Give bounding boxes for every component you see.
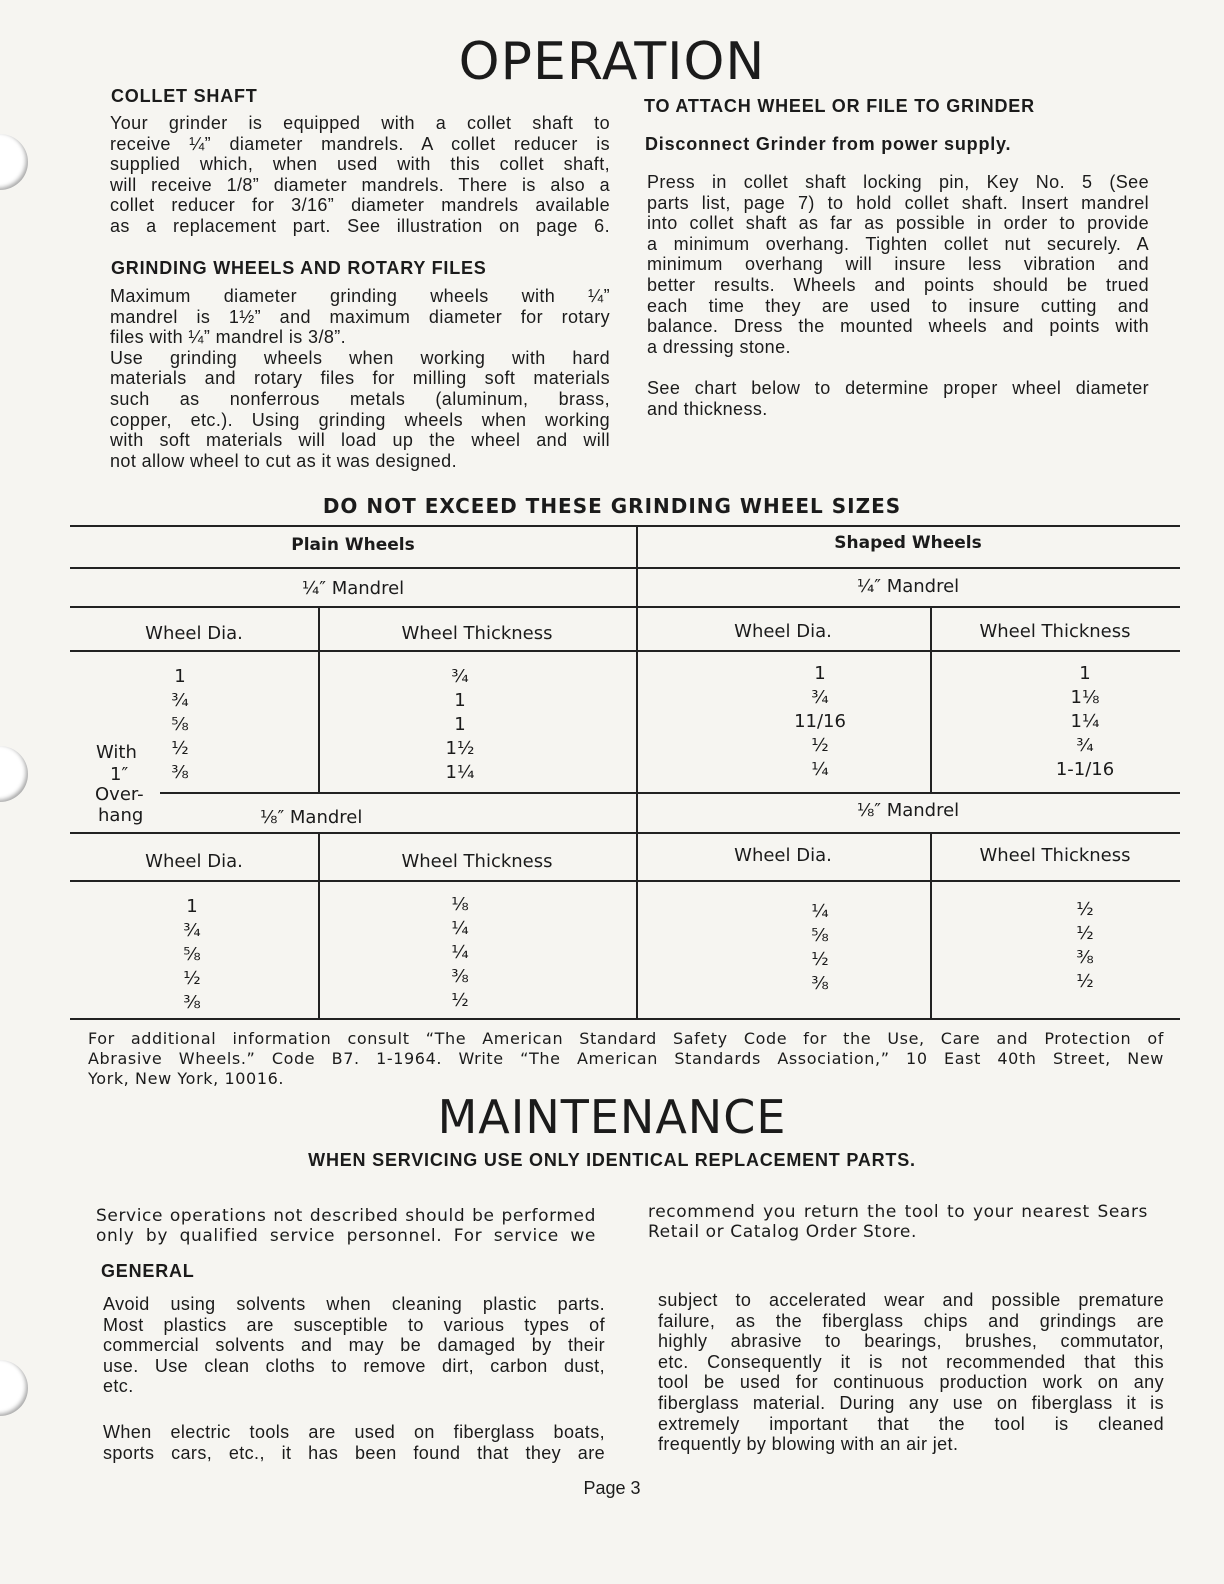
text-line: Abrasive Wheels.” Code B7. 1-1964. Write “The American Standards Association,” 10 East 40th Street, New [88, 1049, 1164, 1068]
with-overhang-label: 1″ [110, 764, 129, 785]
text-line: fiberglass material. During any use on fiberglass it is [658, 1392, 1164, 1413]
table-cell: 1-1/16 [1055, 759, 1115, 780]
col-wheel-thickness: Wheel Thickness [979, 621, 1131, 642]
table-title: DO NOT EXCEED THESE GRINDING WHEEL SIZES [322, 494, 902, 518]
disconnect-warning: Disconnect Grinder from power supply. [645, 134, 1012, 154]
table-cell: ¼ [811, 759, 829, 780]
text-line: only by qualified service personnel. For service we [96, 1226, 596, 1246]
text-line: a minimum overhang. Tighten collet nut securely. A [647, 233, 1149, 254]
text-line: mandrel is 1½” and maximum diameter for rotary [110, 306, 610, 327]
text-line: When electric tools are used on fiberglass boats, [103, 1422, 605, 1442]
text-line: Press in collet shaft locking pin, Key No. 5 (See [647, 172, 1149, 192]
col-wheel-dia: Wheel Dia. [145, 623, 243, 644]
plain-wheels-header: Plain Wheels [291, 535, 415, 555]
text-line: collet reducer for 3/16” diameter mandrels available [110, 195, 610, 216]
mandrel-quarter-shaped: ¼″ Mandrel [856, 576, 960, 597]
general-heading: GENERAL [101, 1261, 195, 1281]
text-line: etc. Consequently it is not recommended that this [658, 1351, 1164, 1372]
text-line: supplied which, when used with this collet shaft, [110, 154, 610, 175]
table-cell: 1 [186, 896, 198, 917]
with-overhang-label: With [96, 742, 137, 763]
table-cell: ⅜ [811, 973, 829, 994]
text-line: York, New York, 10016. [88, 1069, 285, 1088]
shaped-quarter-thickness-values [1030, 662, 1140, 782]
text-line: See chart below to determine proper wheel diameter [647, 378, 1149, 398]
shaped-wheels-header: Shaped Wheels [834, 533, 982, 553]
text-line: not allow wheel to cut as it was designed. [110, 450, 457, 471]
table-cell: ¾ [183, 920, 201, 941]
shaped-eighth-dia-values [800, 900, 840, 996]
text-line: Avoid using solvents when cleaning plastic parts. [103, 1294, 605, 1314]
table-cell: ½ [1076, 971, 1094, 992]
text-line: sports cars, etc., it has been found that they are [103, 1442, 605, 1463]
text-line: as a replacement part. See illustration on page 6. [110, 215, 610, 236]
page-number: Page 3 [583, 1478, 641, 1498]
service-paragraph [96, 1206, 596, 1246]
text-line: will receive 1/8” diameter mandrels. There is also a [110, 174, 610, 195]
text-line: commercial solvents and may be damaged by their [103, 1335, 605, 1356]
attach-paragraph [647, 172, 1149, 357]
table-rule [70, 525, 1180, 527]
footnote [88, 1029, 1164, 1089]
table-cell: ½ [451, 990, 469, 1011]
text-line: minimum overhang will insure less vibration and [647, 254, 1149, 275]
table-cell: ¼ [451, 918, 469, 939]
table-rule [70, 880, 1180, 882]
table-cell: ¾ [171, 690, 189, 711]
table-rule [70, 1018, 1180, 1020]
plain-quarter-thickness-values [420, 665, 500, 785]
table-cell: ⅜ [1076, 947, 1094, 968]
table-cell: ½ [183, 968, 201, 989]
text-line: balance. Dress the mounted wheels and points with [647, 316, 1149, 337]
text-line: each time they are used to insure cutting and [647, 295, 1149, 316]
text-line: such as nonferrous metals (aluminum, brass, [110, 388, 610, 409]
col-wheel-dia: Wheel Dia. [145, 851, 243, 872]
table-rule [70, 606, 1180, 608]
text-line: copper, etc.). Using grinding wheels when working [110, 409, 610, 430]
text-line: materials and rotary files for milling soft materials [110, 368, 610, 389]
table-cell: 1 [454, 690, 466, 711]
text-line: better results. Wheels and points should be trued [647, 274, 1149, 295]
maintenance-subtitle: WHEN SERVICING USE ONLY IDENTICAL REPLACEMENT PARTS. [308, 1150, 916, 1170]
grinding-paragraph [110, 286, 610, 471]
text-line: tool be used for continuous production work on any [658, 1372, 1164, 1393]
text-line: Maximum diameter grinding wheels with ¼” [110, 286, 610, 306]
col-wheel-dia: Wheel Dia. [734, 845, 832, 866]
maintenance-title: MAINTENANCE [437, 1090, 787, 1144]
text-line: use. Use clean cloths to remove dirt, carbon dust, [103, 1355, 605, 1376]
text-line: failure, as the fiberglass chips and grindings are [658, 1310, 1164, 1331]
with-overhang-label: hang [98, 805, 144, 826]
table-cell: 1¼ [1070, 711, 1100, 732]
table-cell: 1 [454, 714, 466, 735]
table-cell: ½ [811, 735, 829, 756]
table-cell: 11/16 [794, 711, 846, 732]
grinding-heading: GRINDING WHEELS AND ROTARY FILES [111, 258, 487, 278]
table-cell: ¼ [451, 942, 469, 963]
table-cell: ⅝ [183, 944, 201, 965]
table-cell: 1¼ [445, 762, 475, 783]
with-overhang-label: Over- [95, 784, 144, 805]
attach-heading: TO ATTACH WHEEL OR FILE TO GRINDER [644, 96, 1035, 116]
table-rule [160, 792, 1180, 794]
plain-quarter-dia-values [160, 665, 200, 785]
table-cell: 1½ [445, 738, 475, 759]
table-cell: 1 [174, 666, 186, 687]
shaped-eighth-thickness-values [1065, 898, 1105, 994]
table-cell: 1 [1079, 663, 1091, 684]
table-rule [70, 650, 1180, 652]
table-cell: ½ [171, 738, 189, 759]
table-cell: ⅜ [171, 762, 189, 783]
text-line: frequently by blowing with an air jet. [658, 1434, 959, 1455]
text-line: Most plastics are susceptible to various types of [103, 1314, 605, 1335]
collet-heading: COLLET SHAFT [111, 86, 258, 106]
text-line: files with ¼” mandrel is 3/8”. [110, 327, 347, 348]
table-cell: ¾ [1076, 735, 1094, 756]
operation-title: OPERATION [458, 32, 766, 92]
plain-eighth-thickness-values [440, 893, 480, 1013]
text-line: For additional information consult “The American Standard Safety Code for the Use, Care and Protection of [88, 1029, 1164, 1048]
table-cell: ½ [1076, 899, 1094, 920]
text-line: Retail or Catalog Order Store. [648, 1222, 917, 1242]
text-line: into collet shaft as far as possible in order to provide [647, 213, 1149, 234]
col-wheel-thickness: Wheel Thickness [401, 851, 553, 872]
table-cell: ¾ [451, 666, 469, 687]
table-cell: ⅝ [811, 925, 829, 946]
text-line: with soft materials will load up the wheel and will [110, 430, 610, 451]
table-cell: ⅛ [451, 894, 469, 915]
shaped-quarter-dia-values [770, 662, 870, 782]
text-line: a dressing stone. [647, 336, 791, 357]
table-cell: ⅝ [171, 714, 189, 735]
table-cell: ⅜ [451, 966, 469, 987]
col-wheel-dia: Wheel Dia. [734, 621, 832, 642]
mandrel-eighth-shaped: ⅛″ Mandrel [856, 800, 960, 821]
text-line: and thickness. [647, 398, 768, 419]
table-cell: ½ [811, 949, 829, 970]
fiberglass-continued [658, 1290, 1164, 1455]
general-paragraph [103, 1294, 605, 1397]
service-continued [648, 1202, 1148, 1242]
table-rule [70, 832, 1180, 834]
table-cell: ⅜ [183, 992, 201, 1013]
text-line: recommend you return the tool to your nearest Sears [648, 1202, 1148, 1222]
table-rule [70, 567, 1180, 569]
col-wheel-thickness: Wheel Thickness [979, 845, 1131, 866]
text-line: parts list, page 7) to hold collet shaft. Insert mandrel [647, 192, 1149, 213]
table-cell: 1 [814, 663, 826, 684]
text-line: subject to accelerated wear and possible premature [658, 1290, 1164, 1310]
text-line: Use grinding wheels when working with hard [110, 347, 610, 368]
plain-eighth-dia-values [172, 895, 212, 1015]
table-cell: 1⅛ [1070, 687, 1100, 708]
mandrel-quarter-plain: ¼″ Mandrel [301, 578, 405, 599]
text-line: extremely important that the tool is cleaned [658, 1413, 1164, 1434]
text-line: receive ¼” diameter mandrels. A collet reducer is [110, 133, 610, 154]
table-cell: ¼ [811, 901, 829, 922]
fiberglass-paragraph [103, 1422, 605, 1463]
mandrel-eighth-plain: ⅛″ Mandrel [260, 807, 363, 828]
text-line: etc. [103, 1376, 134, 1397]
chart-note [647, 378, 1149, 419]
binder-hole [0, 1360, 28, 1416]
collet-paragraph [110, 113, 610, 237]
table-cell: ¾ [811, 687, 829, 708]
binder-hole [0, 134, 28, 190]
text-line: Service operations not described should be performed [96, 1206, 596, 1226]
col-wheel-thickness: Wheel Thickness [401, 623, 553, 644]
table-divider [636, 525, 638, 1018]
text-line: Your grinder is equipped with a collet shaft to [110, 113, 610, 133]
table-cell: ½ [1076, 923, 1094, 944]
binder-hole [0, 746, 28, 802]
text-line: highly abrasive to bearings, brushes, commutator, [658, 1331, 1164, 1352]
